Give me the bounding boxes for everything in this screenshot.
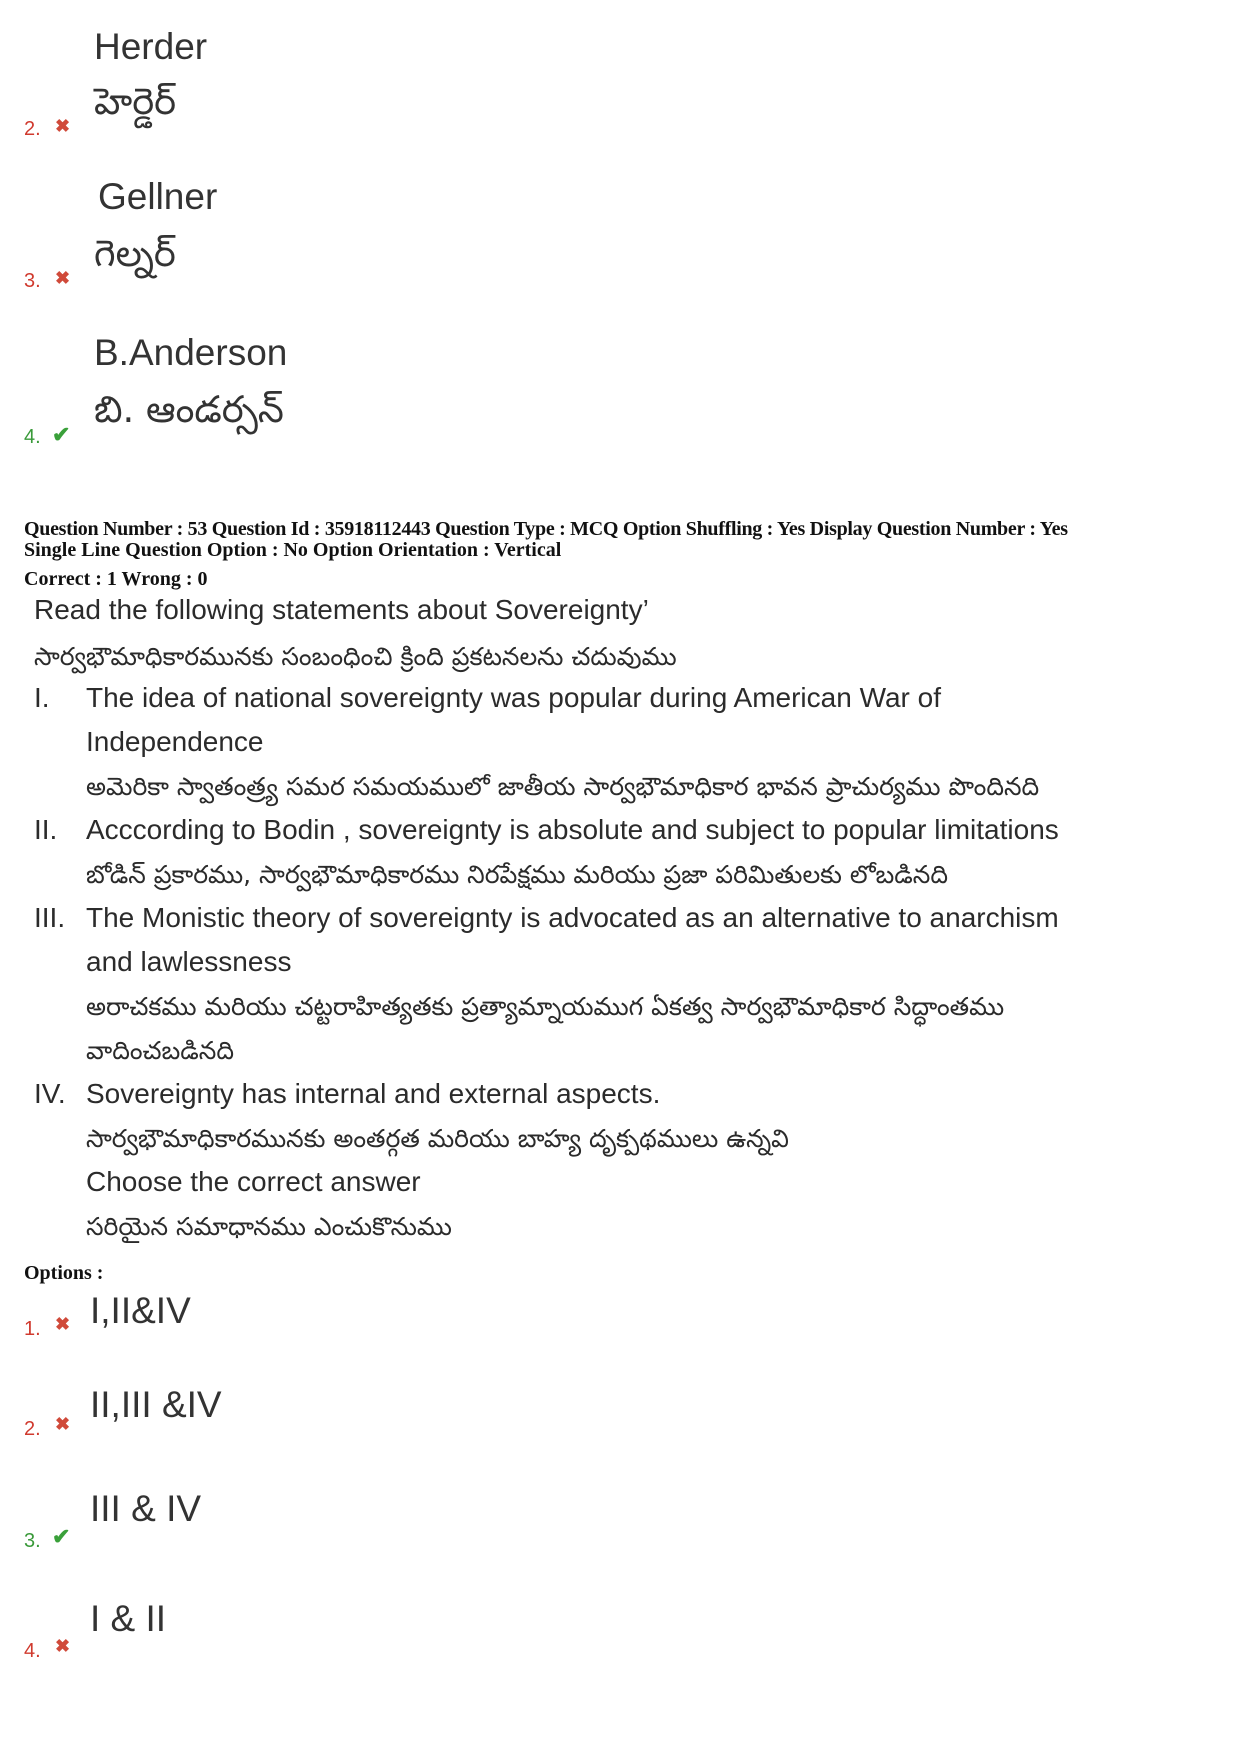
options-label: Options : <box>24 1262 104 1284</box>
choose-answer-te: సరియైన సమాధానము ఎంచుకొనుము <box>86 1212 452 1241</box>
question-meta-line2: Single Line Question Option : No Option Orientation : Vertical <box>24 539 562 561</box>
option-1-text[interactable]: I,II&IV <box>90 1290 191 1331</box>
statement-number: IV. <box>34 1078 66 1109</box>
statement-number: III. <box>34 902 66 933</box>
option-1-number: 1. <box>24 1318 41 1340</box>
statement-2-te: బోడిన్ ప్రకారము, సార్వభౌమాధికారము నిరపేక్షము మరియు ప్రజా పరిమితులకు లోబడినది <box>86 860 949 889</box>
question-title-te: సార్వభౌమాధికారమునకు సంబంధించి క్రింది ప్రకటనలను చదువుము <box>34 642 677 671</box>
question-meta-line1: Question Number : 53 Question Id : 35918112443 Question Type : MCQ Option Shuffling : Yes Display Question Number : Yes <box>24 518 1068 540</box>
statement-1-te: అమెరికా స్వాతంత్ర్య సమర సమయములో జాతీయ సార్వభౌమాధికార భావన ప్రాచుర్యము పొందినది <box>86 772 1040 801</box>
statement-1-en-line1: The idea of national sovereignty was popular during American War of <box>86 682 941 713</box>
statement-3-te-line2: వాదించబడినది <box>86 1036 234 1065</box>
statement-3-te-line1: అరాచకము మరియు చట్టరాహిత్యతకు ప్రత్యామ్నాయముగ ఏకత్వ సార్వభౌమాధికార సిద్ధాంతము <box>86 992 1005 1021</box>
checkmark-icon: ✔ <box>52 1524 71 1549</box>
option-4-text[interactable]: I & II <box>90 1598 167 1639</box>
cross-icon: ✖ <box>55 1314 71 1334</box>
cross-icon: ✖ <box>55 1636 71 1656</box>
checkmark-icon: ✔ <box>52 422 71 447</box>
option-2-number: 2. <box>24 1418 41 1440</box>
cross-icon: ✖ <box>55 116 71 136</box>
statement-1-en-line2: Independence <box>86 726 264 757</box>
option-3-number: 3. <box>24 1530 41 1552</box>
prev-option-2-number: 2. <box>24 118 41 140</box>
cross-icon: ✖ <box>55 268 71 288</box>
prev-option-4-te: బి. ఆండర్సన్ <box>94 388 284 431</box>
question-marks: Correct : 1 Wrong : 0 <box>24 568 208 590</box>
prev-option-4-en: B.Anderson <box>94 332 288 373</box>
prev-option-3-en: Gellner <box>98 176 218 217</box>
statement-2-en-line1: Acccording to Bodin , sovereignty is absolute and subject to popular limitations <box>86 814 1059 845</box>
statement-4-en: Sovereignty has internal and external aspects. <box>86 1078 661 1109</box>
cross-icon: ✖ <box>55 1414 71 1434</box>
option-4-number: 4. <box>24 1640 41 1662</box>
question-title-en: Read the following statements about Sovereignty’ <box>34 594 649 625</box>
prev-option-2-en: Herder <box>94 26 208 67</box>
option-2-text[interactable]: II,III &IV <box>90 1384 222 1425</box>
prev-option-3-number: 3. <box>24 270 41 292</box>
prev-option-3-te: గెల్నర్ <box>94 232 176 275</box>
statement-number: II. <box>34 814 58 845</box>
statement-number: I. <box>34 682 50 713</box>
statement-4-te: సార్వభౌమాధికారమునకు అంతర్గత మరియు బాహ్య దృక్పథములు ఉన్నవి <box>86 1124 789 1153</box>
choose-answer-en: Choose the correct answer <box>86 1166 421 1197</box>
statement-3-en-line1: The Monistic theory of sovereignty is advocated as an alternative to anarchism <box>86 902 1059 933</box>
prev-option-2-te: హెర్డెర్ <box>94 80 177 123</box>
option-3-text[interactable]: III & IV <box>90 1488 202 1529</box>
prev-option-4-number: 4. <box>24 426 41 448</box>
statement-3-en-line2: and lawlessness <box>86 946 292 977</box>
